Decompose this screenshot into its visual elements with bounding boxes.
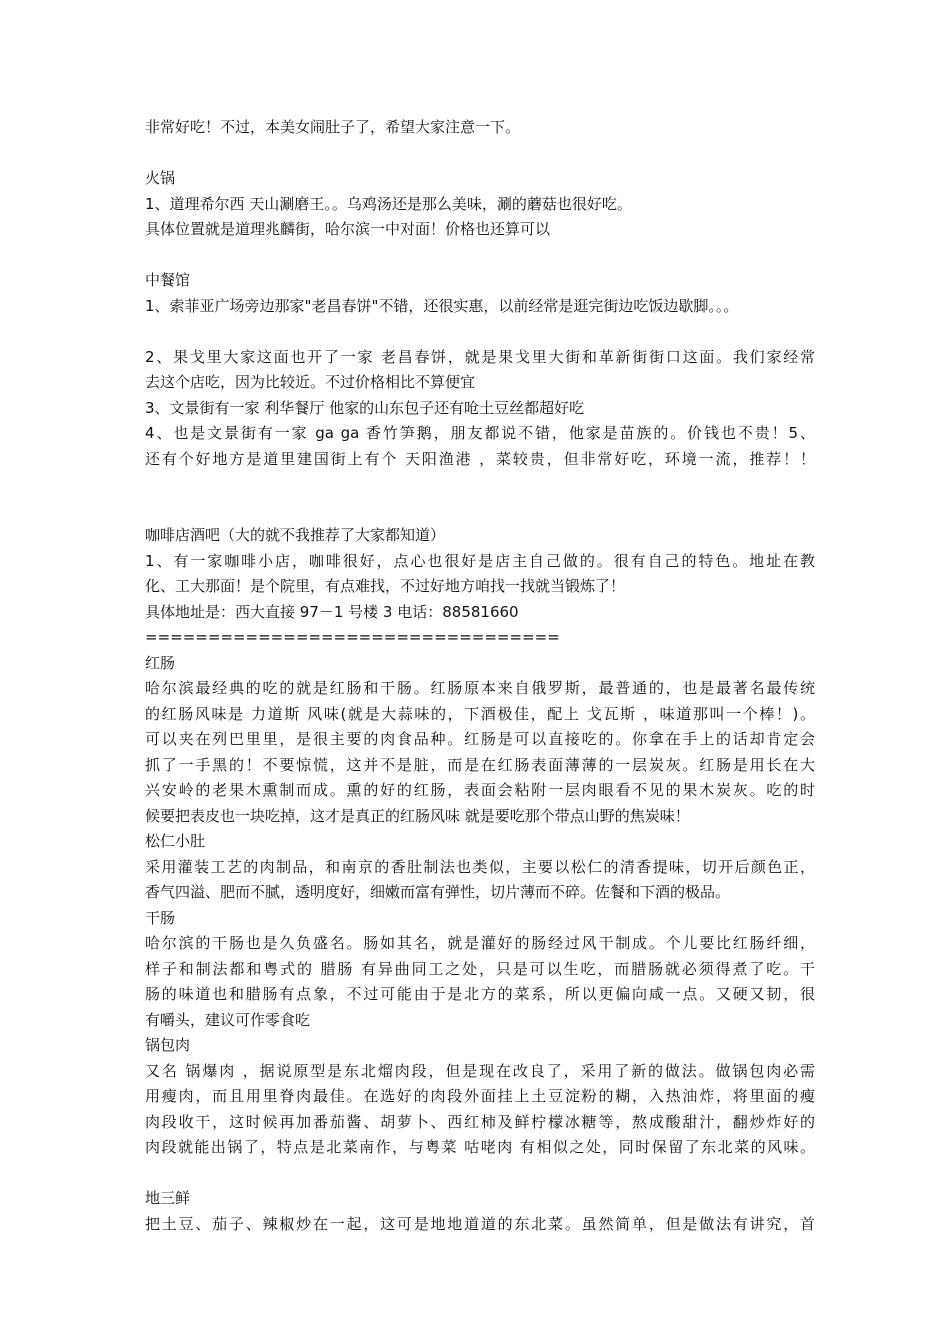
- text-line: 的红肠风味是 力道斯 风味(就是大蒜味的，下酒极佳，配上 戈瓦斯 ，味道那叫一个棒！)。: [145, 704, 815, 723]
- text-line: 有嚼头，建议可作零食吃: [145, 1010, 311, 1029]
- text-line: 哈尔滨最经典的吃的就是红肠和干肠。红肠原本来自俄罗斯，最普通的，也是最著名最传统: [145, 679, 815, 697]
- section-heading-red-sausage: 红肠: [145, 653, 176, 672]
- text-line: 又名 锅爆肉 ，据说原型是东北熘肉段，但是现在改良了，采用了新的做法。做锅包肉必需: [145, 1061, 815, 1080]
- text-line: 具体位置就是道理兆麟街，哈尔滨一中对面！价格也还算可以: [145, 220, 551, 238]
- text-line: 2、果戈里大家这面也开了一家 老昌春饼，就是果戈里大街和革新街街口这面。我们家经常: [145, 347, 815, 366]
- text-line: 用瘦肉，而且用里脊肉最佳。在选好的肉段外面挂上土豆淀粉的糊，入热油炸，将里面的瘦: [145, 1087, 815, 1105]
- text-line: 把土豆、茄子、辣椒炒在一起，这可是地地道道的东北菜。虽然简单，但是做法有讲究，首: [145, 1214, 815, 1233]
- section-heading-chinese-restaurant: 中餐馆: [145, 271, 191, 289]
- text-line: 可以夹在列巴里里，是很主要的肉食品种。红肠是可以直接吃的。你拿在手上的话却肯定会: [145, 730, 815, 748]
- text-line: 香气四溢、肥而不腻，透明度好，细嫩而富有弹性，切片薄而不碎。佐餐和下酒的极品。: [145, 883, 731, 901]
- text-line: 采用灌装工艺的肉制品，和南京的香肚制法也类似，主要以松仁的清香提味，切开后颜色正，: [145, 857, 815, 876]
- blank-line: [145, 319, 815, 345]
- document-body: [145, 115, 815, 1237]
- text-line: 1、有一家咖啡小店，咖啡很好，点心也很好是店主自己做的。很有自己的特色。地址在教: [145, 551, 815, 570]
- text-line: 3、文景街有一家 利华餐厅 他家的山东包子还有呛土豆丝都超好吃: [145, 398, 585, 417]
- section-heading-guobaorou: 锅包肉: [145, 1036, 191, 1054]
- text-line: 去这个店吃，因为比较近。不过价格相比不算便宜: [145, 373, 476, 391]
- blank-line: [145, 1161, 815, 1187]
- blank-line: [145, 243, 815, 269]
- text-line: 4、也是文景街有一家 ga ga 香竹笋鹅，朋友都说不错，他家是苗族的。价钱也不贵！5、: [145, 424, 815, 442]
- text-line: 非常好吃！不过，本美女闹肚子了，希望大家注意一下。: [145, 118, 521, 136]
- section-heading-pine-nut-belly: 松仁小肚: [145, 832, 206, 850]
- text-line: 肉段收干，这时候再加番茄酱、胡萝卜、西红柿及鲜柠檬冰糖等，熬成酸甜汁，翻炒炸好的: [145, 1112, 815, 1131]
- address-line: 具体地址是：西大直接 97－1 号楼 3 电话：88581660: [145, 602, 519, 621]
- text-line: 肠的味道也和腊肠有点象，不过可能由于是北方的菜系，所以更偏向咸一点。又硬又韧，很: [145, 985, 815, 1003]
- text-line: 还有个好地方是道里建国街上有个 天阳渔港 ，菜较贵，但非常好吃，环境一流，推荐！！: [145, 449, 815, 468]
- section-heading-disanxian: 地三鲜: [145, 1189, 191, 1207]
- text-line: 1、索菲亚广场旁边那家"老昌春饼"不错，还很实惠，以前经常是逛完街边吃饭边歇脚。。。: [145, 296, 739, 315]
- text-line: 肉段就能出锅了，特点是北菜南作，与粤菜 咕咾肉 有相似之处，同时保留了东北菜的风味。: [145, 1138, 815, 1156]
- separator-line: =================================: [145, 628, 560, 646]
- text-line: 兴安岭的老果木熏制而成。熏的好的红肠，表面会粘附一层肉眼看不见的果木炭灰。吃的时: [145, 781, 815, 799]
- blank-line: [145, 472, 815, 523]
- text-line: 哈尔滨的干肠也是久负盛名。肠如其名，就是灌好的肠经过风干制成。个儿要比红肠纤细，: [145, 934, 815, 952]
- text-line: 抓了一手黑的！不要惊慌，这并不是脏，而是在红肠表面薄薄的一层炭灰。红肠是用长在大: [145, 755, 815, 774]
- text-line: 化、工大那面！是个院里，有点难找，不过好地方咱找一找就当锻炼了！: [145, 577, 626, 595]
- section-heading-hotpot: 火锅: [145, 169, 176, 187]
- text-line: 样子和制法都和粤式的 腊肠 有异曲同工之处，只是可以生吃，而腊肠就必须得煮了吃。干: [145, 959, 815, 978]
- section-heading-cafe-bar: 咖啡店酒吧（大的就不我推荐了大家都知道）: [145, 526, 446, 544]
- section-heading-dry-sausage: 干肠: [145, 908, 176, 927]
- blank-line: [145, 141, 815, 167]
- text-line: 候要把表皮也一块吃掉，这才是真正的红肠风味 就是要吃那个带点山野的焦炭味！: [145, 806, 690, 825]
- text-line: 1、道理希尔西 天山涮磨王。。乌鸡汤还是那么美味，涮的蘑菇也很好吃。: [145, 194, 632, 213]
